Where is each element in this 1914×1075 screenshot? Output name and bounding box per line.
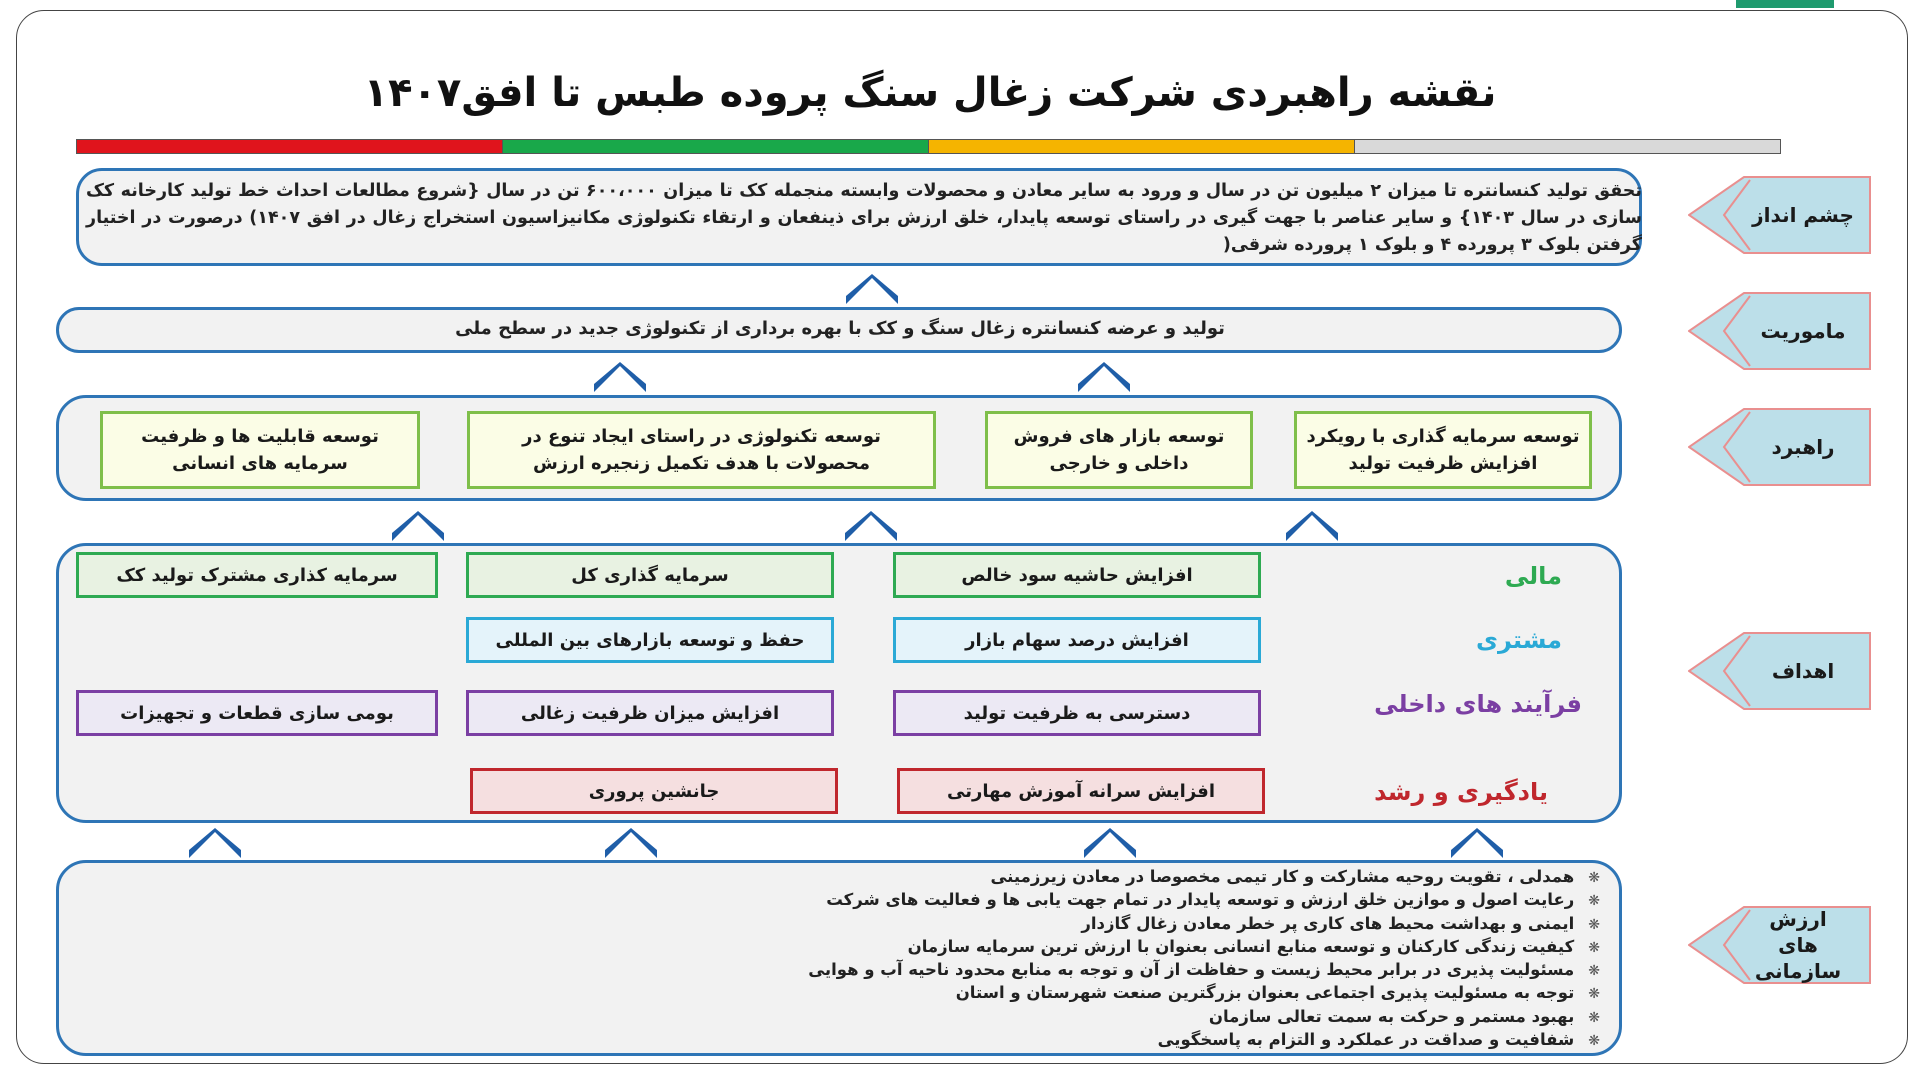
goal-internal: افزایش میزان ظرفیت زغالی [466, 690, 834, 736]
color-bar-green [502, 139, 929, 154]
bullet-icon: ❋ [1588, 1033, 1600, 1050]
chevron-up-icon [845, 511, 897, 541]
value-item: ❋شفافیت و صداقت در عملکرد و التزام به پاسخگویی [1157, 1030, 1600, 1050]
strategy-card: توسعه بازار های فروش داخلی و خارجی [985, 411, 1253, 489]
chevron-up-icon [605, 828, 657, 858]
tag-label-goals: اهداف [1771, 659, 1835, 683]
bullet-icon: ❋ [1588, 986, 1600, 1003]
top-accent-bar [1736, 0, 1834, 8]
vision-text: تحقق تولید کنسانتره تا میزان ۲ میلیون تن در سال و ورود به سایر معادن و محصولات وابسته منجمله کک تا میزان ۶۰۰،۰۰۰ تن در سال {شروع مطالعات احداث خط تولید کارخانه کک سازی در سال ۱۴۰۳} و سایر عناصر با جهت گیری در راستای توسعه پایدار، خلق ارزش برای ذینفعان و ارتقاء تکنولوژی مکانیزاسیون استخراج زغال در افق ۱۴۰۷) درصورت در اختیار گرفتن بلوک ۳ پرورده ۴ و بلوک ۱ پرورده شرقی( [86, 181, 1642, 255]
tag-label-strategy: راهبرد [1771, 435, 1835, 459]
chevron-up-icon [1084, 828, 1136, 858]
goal-internal: دسترسی به ظرفیت تولید [893, 690, 1261, 736]
page-title: نقشه راهبردی شرکت زغال سنگ پروده طبس تا افق۱۴۰۷ [363, 70, 1497, 116]
goal-customer: افزایش درصد سهام بازار [893, 617, 1261, 663]
value-item: ❋ایمنی و بهداشت محیط های کاری پر خطر معادن زغال گازدار [1081, 913, 1600, 933]
value-item: ❋کیفیت زندگی کارکنان و توسعه منابع انسانی بعنوان با ارزش ترین سرمایه سازمان [907, 936, 1600, 956]
value-item: ❋بهبود مستمر و حرکت به سمت تعالی سازمان [1208, 1006, 1600, 1026]
chevron-up-icon [594, 362, 646, 392]
mission-text: تولید و عرضه کنسانتره زغال سنگ و کک با بهره برداری از تکنولوژی جدید در سطح ملی [455, 318, 1225, 339]
tag-label-values: ارزش های سازمانی [1754, 907, 1842, 983]
goal-learning: جانشین پروری [470, 768, 838, 814]
bullet-icon: ❋ [1588, 1009, 1600, 1026]
value-item: ❋همدلی ، تقویت روحیه مشارکت و کار تیمی مخصوصا در معادن زیرزمینی [990, 867, 1600, 886]
goal-internal: بومی سازی قطعات و تجهیزات [76, 690, 438, 736]
chevron-up-icon [189, 828, 241, 858]
strategy-card: توسعه سرمایه گذاری با رویکرد افزایش ظرفیت تولید [1294, 411, 1592, 489]
perspective-customer: مشتری [1475, 626, 1562, 654]
goal-financial: افزایش حاشیه سود خالص [893, 552, 1261, 598]
bullet-icon: ❋ [1588, 870, 1600, 886]
tag-label-mission: ماموریت [1760, 319, 1846, 343]
bullet-icon: ❋ [1588, 939, 1600, 956]
chevron-up-icon [846, 274, 898, 304]
chevron-up-icon [392, 511, 444, 541]
values-list [640, 866, 1600, 1052]
bullet-icon: ❋ [1588, 963, 1600, 980]
bullet-icon: ❋ [1588, 916, 1600, 933]
chevron-up-icon [1451, 828, 1503, 858]
color-bar-yellow [928, 139, 1355, 154]
chevron-up-icon [1286, 511, 1338, 541]
goal-learning: افزایش سرانه آموزش مهارتی [897, 768, 1265, 814]
perspective-financial: مالی [1504, 562, 1562, 590]
perspective-learning: یادگیری و رشد [1374, 778, 1548, 806]
strategy-card: توسعه قابلیت ها و ظرفیت سرمایه های انسانی [100, 411, 420, 489]
goal-customer: حفظ و توسعه بازارهای بین المللی [466, 617, 834, 663]
perspective-internal: فرآیند های داخلی [1374, 690, 1582, 718]
bullet-icon: ❋ [1588, 893, 1600, 910]
color-bar-gray [1354, 139, 1781, 154]
value-item: ❋توجه به مسئولیت پذیری اجتماعی بعنوان بزرگترین صنعت شهرستان و استان [955, 983, 1600, 1003]
value-item: ❋رعایت اصول و موازین خلق ارزش و توسعه پایدار در تمام جهت یابی ها و فعالیت های شرکت [826, 890, 1600, 910]
chevron-up-icon [1078, 362, 1130, 392]
goal-financial: سرمایه کذاری مشترک تولید کک [76, 552, 438, 598]
goal-financial: سرمایه گذاری کل [466, 552, 834, 598]
value-item: ❋مسئولیت پذیری در برابر محیط زیست و حفاظت از آن و توجه به منابع محدود ناحیه آب و هوایی [808, 960, 1600, 980]
tag-label-vision: چشم انداز [1752, 203, 1854, 227]
color-bar-red [76, 139, 503, 154]
strategy-card: توسعه تکنولوژی در راستای ایجاد تنوع در محصولات با هدف تکمیل زنجیره ارزش [467, 411, 936, 489]
